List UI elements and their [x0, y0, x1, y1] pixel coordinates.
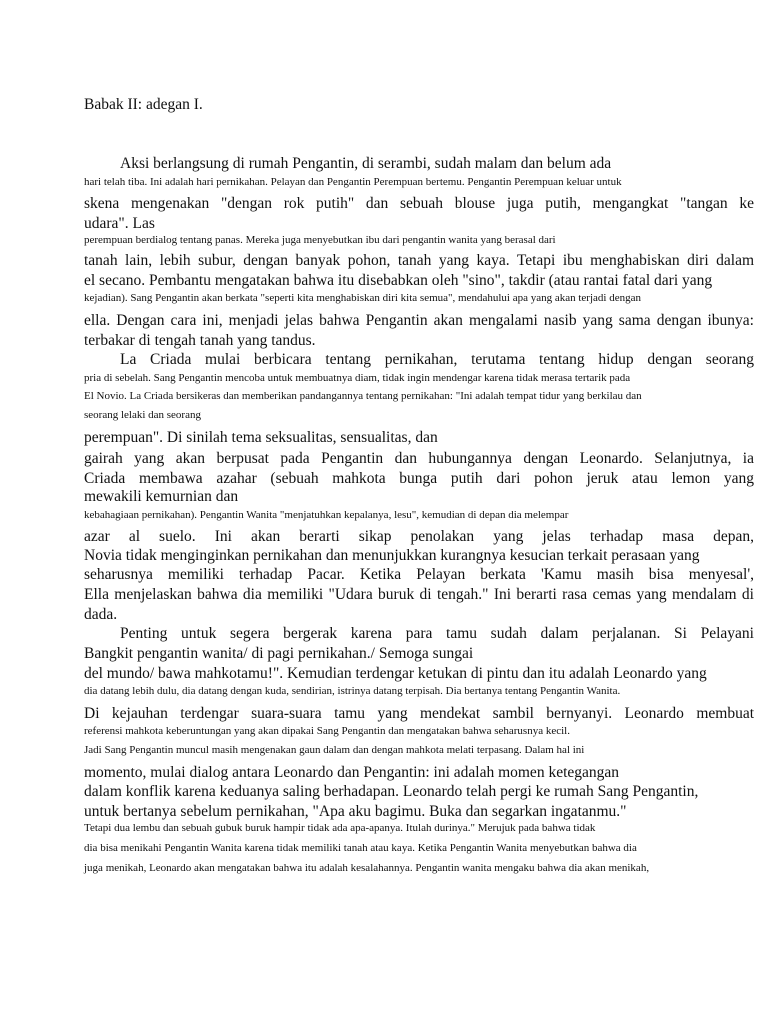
- text-line: ella. Dengan cara ini, menjadi jelas bahwa Pengantin akan mengalami nasib yang sama dengan ibunya:: [84, 312, 754, 329]
- text-line: Di kejauhan terdengar suara-suara tamu yang mendekat sambil bernyanyi. Leonardo membuat: [84, 705, 754, 722]
- text-line: Novia tidak menginginkan pernikahan dan menunjukkan kurangnya kesucian terkait perasaan yang: [84, 547, 700, 564]
- text-line: seorang lelaki dan seorang: [84, 409, 201, 421]
- text-line: perempuan berdialog tentang panas. Mereka juga menyebutkan ibu dari pengantin wanita yang berasal dari: [84, 234, 556, 246]
- text-line: azar al suelo. Ini akan berarti sikap penolakan yang jelas terhadap masa depan,: [84, 528, 754, 545]
- text-line: Ella menjelaskan bahwa dia memiliki "Udara buruk di tengah." Ini berarti rasa cemas yang mendalam di: [84, 586, 754, 603]
- text-line: Aksi berlangsung di rumah Pengantin, di serambi, sudah malam dan belum ada: [120, 155, 612, 172]
- text-line: perempuan". Di sinilah tema seksualitas, sensualitas, dan: [84, 429, 438, 446]
- text-line: El Novio. La Criada bersikeras dan memberikan pandangannya tentang pernikahan: "Ini adalah tempat tidur yang berkilau dan: [84, 390, 642, 402]
- section-heading: Babak II: adegan I.: [84, 96, 203, 113]
- text-line: kebahagiaan pernikahan). Pengantin Wanita "menjatuhkan kepalanya, lesu", kemudian di depan dia melempar: [84, 509, 569, 521]
- text-line: gairah yang akan berpusat pada Pengantin dan hubungannya dengan Leonardo. Selanjutnya, ia: [84, 450, 754, 467]
- text-line: referensi mahkota keberuntungan yang akan dipakai Sang Pengantin dan mengatakan bahwa seharusnya kecil.: [84, 725, 570, 737]
- text-line: untuk bertanya sebelum pernikahan, "Apa aku bagimu. Buka dan segarkan ingatanmu.": [84, 803, 627, 820]
- text-line: tanah lain, lebih subur, dengan banyak pohon, tanah yang kaya. Tetapi ibu menghabiskan diri dalam: [84, 252, 754, 269]
- text-line: dada.: [84, 606, 118, 623]
- text-line: momento, mulai dialog antara Leonardo dan Pengantin: ini adalah momen ketegangan: [84, 764, 620, 781]
- text-line: dia bisa menikahi Pengantin Wanita karena tidak memiliki tanah atau kaya. Ketika Pengantin Wanita menyebutkan bahwa dia: [84, 842, 637, 854]
- text-line: mewakili kemurnian dan: [84, 488, 239, 505]
- text-line: pria di sebelah. Sang Pengantin mencoba untuk membuatnya diam, tidak ingin mendengar karena tidak merasa tertarik pada: [84, 372, 631, 384]
- text-line: Tetapi dua lembu dan sebuah gubuk buruk hampir tidak ada apa-apanya. Itulah durinya." Merujuk pada bahwa tidak: [84, 822, 596, 834]
- text-line: hari telah tiba. Ini adalah hari pernikahan. Pelayan dan Pengantin Perempuan bertemu. Pengantin Perempuan keluar untuk: [84, 176, 622, 188]
- text-line: kejadian). Sang Pengantin akan berkata "seperti kita menghabiskan diri kita semua", mendahului apa yang akan terjadi dengan: [84, 292, 641, 304]
- text-line: dia datang lebih dulu, dia datang dengan kuda, sendirian, istrinya datang terpisah. Dia bertanya tentang Pengantin Wanita.: [84, 685, 621, 697]
- text-line: del mundo/ bawa mahkotamu!". Kemudian terdengar ketukan di pintu dan itu adalah Leonardo yang: [84, 665, 707, 682]
- text-line: skena mengenakan "dengan rok putih" dan sebuah blouse juga putih, mengangkat "tangan ke: [84, 195, 754, 212]
- text-line: La Criada mulai berbicara tentang pernikahan, terutama tentang hidup dengan seorang: [120, 351, 754, 368]
- text-line: Bangkit pengantin wanita/ di pagi pernikahan./ Semoga sungai: [84, 645, 474, 662]
- text-line: Penting untuk segera bergerak karena para tamu sudah dalam perjalanan. Si Pelayani: [120, 625, 754, 642]
- text-line: juga menikah, Leonardo akan mengatakan bahwa itu adalah kesalahannya. Pengantin wanita mengaku bahwa dia akan menikah,: [84, 862, 650, 874]
- text-line: udara". Las: [84, 215, 155, 232]
- text-line: dalam konflik karena keduanya saling berhadapan. Leonardo telah pergi ke rumah Sang Pengantin,: [84, 783, 699, 800]
- text-line: seharusnya memiliki terhadap Pacar. Ketika Pelayan berkata 'Kamu masih bisa menyesal',: [84, 566, 754, 583]
- text-line: el secano. Pembantu mengatakan bahwa itu disebabkan oleh "sino", takdir (atau rantai fatal dari yang: [84, 272, 713, 289]
- text-line: Jadi Sang Pengantin muncul masih mengenakan gaun dalam dan dengan mahkota melati terpasang. Dalam hal ini: [84, 744, 585, 756]
- text-line: terbakar di tengah tanah yang tandus.: [84, 332, 316, 349]
- text-line: Criada membawa azahar (sebuah mahkota bunga putih dari pohon jeruk atau lemon yang: [84, 470, 754, 487]
